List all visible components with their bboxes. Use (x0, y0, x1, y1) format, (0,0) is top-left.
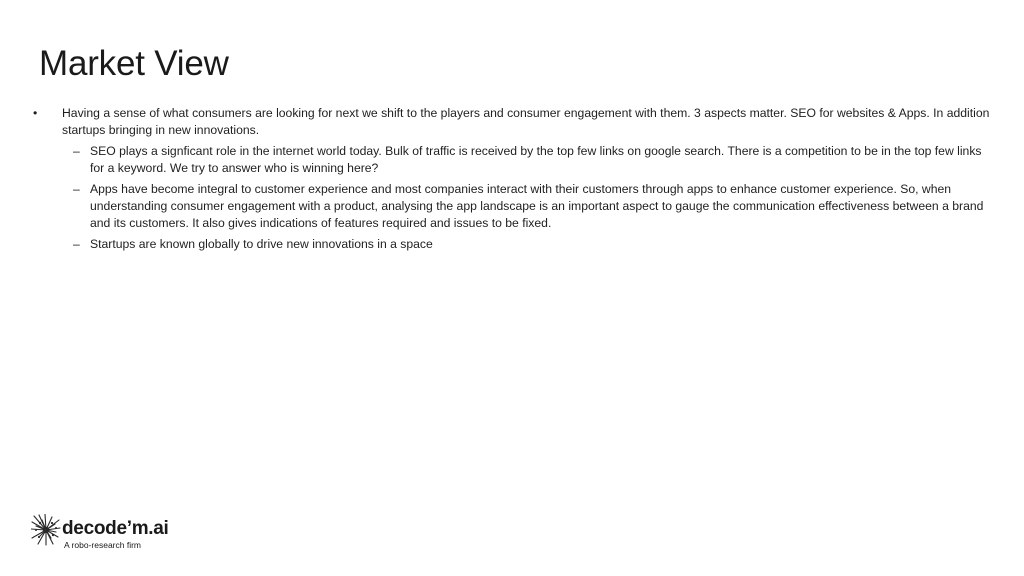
starburst-logo-icon (31, 514, 61, 546)
sub-bullet-text: Startups are known globally to drive new innovations in a space (90, 237, 433, 252)
main-bullet (33, 105, 991, 139)
slide-title: Market View (39, 44, 229, 83)
logo-tagline: A robo-research firm (64, 540, 141, 550)
sub-bullet-text: SEO plays a signficant role in the internet world today. Bulk of traffic is received by the top few links on google search. There is a competition to be in the top few links for a keyword. We try to answer who is winning here? (90, 144, 982, 176)
sub-bullet-marker: – (73, 182, 80, 196)
sub-bullet-apps (33, 181, 991, 233)
sub-bullet-seo (33, 143, 991, 177)
sub-bullet-text: Apps have become integral to customer experience and most companies interact with their customers through apps to enhance customer experience. So, when understanding consumer engagement with a product, analysing the app landscape is an important aspect to gauge the communication effectiveness between a brand and its customers. It also gives indications of features required and issues to be fixed. (90, 182, 984, 231)
sub-bullet-list (33, 143, 991, 253)
logo-wordmark: decode’m.ai (62, 518, 169, 539)
company-logo (31, 512, 231, 556)
slide-body (33, 105, 991, 253)
main-bullet-text: Having a sense of what consumers are looking for next we shift to the players and consumer engagement with them. 3 aspects matter. SEO for websites & Apps. In addition startups bringing in new innovations. (62, 106, 990, 138)
sub-bullet-startups (33, 236, 991, 253)
bullet-marker: • (33, 106, 38, 120)
sub-bullet-marker: – (73, 144, 80, 158)
sub-bullet-marker: – (73, 237, 80, 252)
